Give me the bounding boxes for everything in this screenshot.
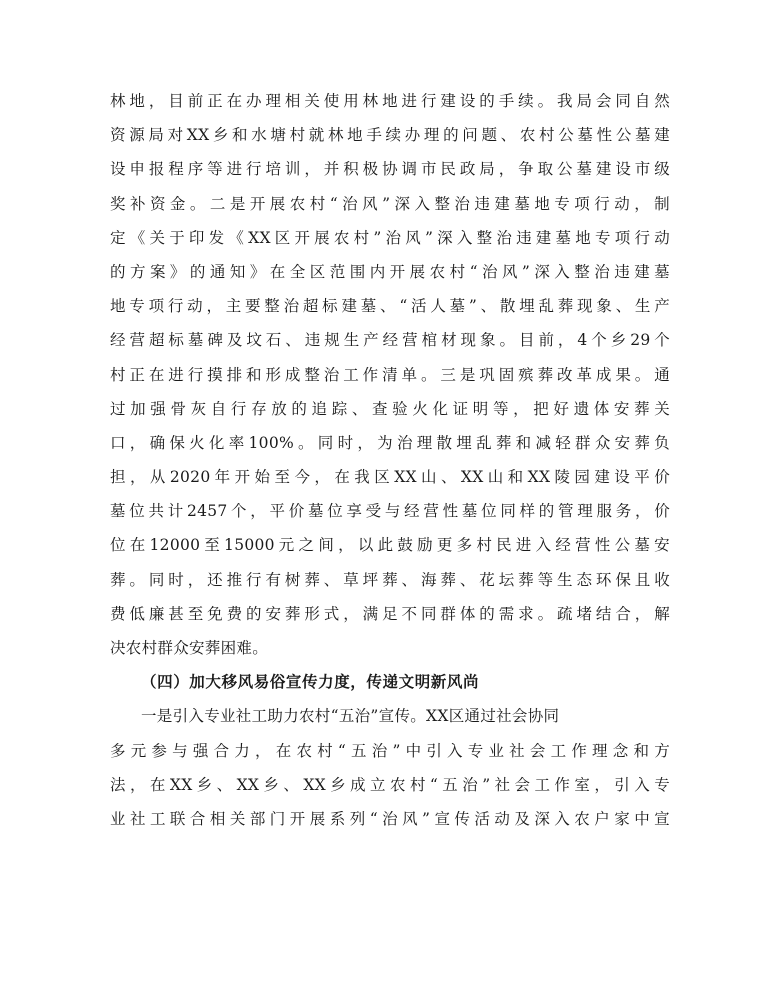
text-line: 资源局对XX乡和水塘村就林地手续办理的问题、农村公墓性公墓建 (110, 126, 670, 145)
text-line-paragraph-end: 决农村群众安葬困难。 (110, 639, 269, 657)
text-line: 费低廉甚至免费的安葬形式，满足不同群体的需求。疏堵结合，解 (110, 604, 670, 623)
text-line: 位在12000至15000元之间，以此鼓励更多村民进入经营性公墓安 (110, 536, 670, 555)
text-line: 担，从2020年开始至今，在我区XX山、XX山和XX陵园建设平价 (110, 468, 670, 487)
text-line: 墓位共计2457个，平价墓位享受与经营性墓位同样的管理服务，价 (110, 502, 670, 521)
text-line: 口，确保火化率100%。同时，为治理散埋乱葬和减轻群众安葬负 (110, 433, 670, 452)
text-line: 村正在进行摸排和形成整治工作清单。三是巩固殡葬改革成果。通 (110, 365, 670, 384)
text-line: 奖补资金。二是开展农村“治风”深入整治违建墓地专项行动，制 (110, 194, 670, 213)
text-line: 设申报程序等进行培训，并积极协调市民政局，争取公墓建设市级 (110, 160, 670, 179)
text-line: 业社工联合相关部门开展系列“治风”宣传活动及深入农户家中宣 (110, 809, 670, 828)
text-line: 定《关于印发《XX区开展农村”治风”深入整治违建墓地专项行动 (110, 228, 670, 247)
text-line-paragraph-start: 一是引入专业社工助力农村“五治”宣传。XX区通过社会协同 (141, 707, 560, 726)
document-body (110, 84, 670, 836)
text-line: 地专项行动，主要整治超标建墓、“活人墓”、散埋乱葬现象、生产 (110, 297, 670, 316)
text-line: 法，在XX乡、XX乡、XX乡成立农村“五治”社会工作室，引入专 (110, 775, 670, 794)
text-line: 多元参与强合力，在农村“五治”中引入专业社会工作理念和方 (110, 741, 670, 760)
text-line: 经营超标墓碑及坟石、违规生产经营棺材现象。目前，4个乡29个 (110, 331, 670, 350)
text-line: 的方案》的通知》在全区范围内开展农村“治风”深入整治违建墓 (110, 262, 670, 281)
text-line: 林地，目前正在办理相关使用林地进行建设的手续。我局会同自然 (110, 92, 670, 110)
text-line: 葬。同时，还推行有树葬、草坪葬、海葬、花坛葬等生态环保且收 (110, 570, 670, 589)
text-line: 过加强骨灰自行存放的追踪、查验火化证明等，把好遗体安葬关 (110, 399, 670, 418)
section-heading: （四）加大移风易俗宣传力度，传递文明新风尚 (141, 673, 480, 692)
